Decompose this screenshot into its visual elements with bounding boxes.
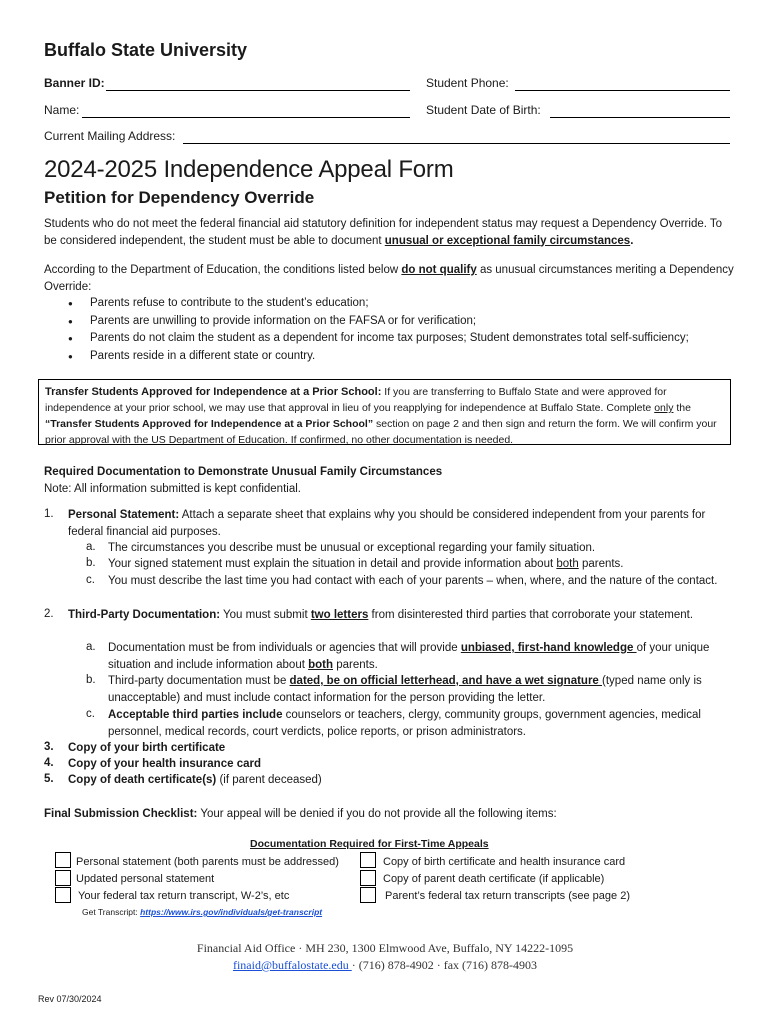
item-number: 5.: [44, 773, 54, 785]
form-subtitle: Petition for Dependency Override: [44, 188, 315, 207]
mailing-address-label: Current Mailing Address:: [44, 129, 176, 143]
student-phone-label: Student Phone:: [426, 76, 509, 90]
name-label: Name:: [44, 103, 80, 117]
doe-paragraph: According to the Department of Education, the conditions listed below do not qualify as unusual circumstances meriting a Dependency Override:: [44, 264, 734, 293]
dob-label: Student Date of Birth:: [426, 103, 541, 117]
birth-certificate-item: Copy of your birth certificate: [68, 742, 226, 754]
revision-date: Rev 07/30/2024: [38, 994, 102, 1004]
finaid-email-link[interactable]: finaid@buffalostate.edu: [232, 958, 352, 972]
confidential-note: Note: All information submitted is kept confidential.: [44, 483, 301, 495]
list-item: ● Parents do not claim the student as a dependent for income tax purposes; Student demonstrates total self-sufficiency;: [68, 330, 748, 348]
item-letter: a.: [86, 641, 96, 653]
checkbox-updated-statement[interactable]: [55, 870, 71, 886]
final-checklist-heading: Final Submission Checklist: Your appeal will be denied if you do not provide all the following items:: [44, 808, 557, 820]
item-2b: Third-party documentation must be dated, be on official letterhead, and have a wet signature (typed name only is unacceptable) and must include contact information for the person providing the letter.: [108, 675, 702, 704]
intro-paragraph: Students who do not meet the federal financial aid statutory definition for independent status may request a Dependency Override. To be considered independent, the student must be able to document unusual or exceptional family circumstances.: [44, 218, 723, 247]
checklist-label: Your federal tax return transcript, W-2’s, etc: [78, 890, 290, 902]
item-number: 4.: [44, 757, 54, 769]
intro-emphasis: unusual or exceptional family circumstances: [384, 234, 631, 247]
item-number: 1.: [44, 508, 54, 520]
item-2a: Documentation must be from individuals or agencies that will provide unbiased, first-hand knowledge of your unique situation and include information about both parents.: [108, 642, 710, 671]
checklist-label: Copy of birth certificate and health insurance card: [383, 856, 626, 868]
item-1a: The circumstances you describe must be unusual or exceptional regarding your family situation.: [108, 542, 596, 554]
item-2c: Acceptable third parties include counselors or teachers, clergy, community groups, government agencies, medical personnel, medical records, court verdicts, police reports, or prison administrators.: [108, 709, 701, 738]
item-letter: a.: [86, 541, 96, 553]
transfer-students-box: Transfer Students Approved for Independence at a Prior School: If you are transferring to Buffalo State and were approved for independence at your prior school, we may use that approval in lieu of you reapplying for independence at Buffalo State. Complete only the “Transfer Students Approved for Independence at a Prior School” section on page 2 and then sign and return the form. We will confirm your prior approval with the US Department of Education. If confirmed, no other documentation is needed.: [38, 379, 731, 445]
name-field[interactable]: [82, 117, 410, 118]
banner-id-label: Banner ID:: [44, 76, 105, 90]
item-letter: b.: [86, 557, 96, 569]
footer-contact: finaid@buffalostate.edu · (716) 878-4902 · fax (716) 878-4903: [232, 958, 538, 972]
student-phone-field[interactable]: [515, 90, 730, 91]
personal-statement-item: Personal Statement: Attach a separate sheet that explains why you should be considered independent from your parents for federal financial aid purposes.: [68, 509, 706, 538]
irs-transcript-link[interactable]: https://www.irs.gov/individuals/get-transcript: [140, 907, 323, 917]
checkbox-personal-statement[interactable]: [55, 852, 71, 868]
health-insurance-item: Copy of your health insurance card: [68, 758, 261, 770]
transfer-heading: Transfer Students Approved for Independence at a Prior School:: [45, 386, 382, 398]
form-title: 2024-2025 Independence Appeal Form: [44, 156, 454, 183]
list-item: ● Parents reside in a different state or country.: [68, 348, 748, 366]
death-certificate-item: Copy of death certificate(s) (if parent deceased): [68, 774, 322, 786]
university-name: Buffalo State University: [44, 40, 248, 60]
checkbox-parent-transcripts[interactable]: [360, 887, 376, 903]
item-letter: c.: [86, 708, 95, 720]
banner-id-field[interactable]: [106, 90, 410, 91]
footer-address: Financial Aid Office · MH 230, 1300 Elmwood Ave, Buffalo, NY 14222-1095: [196, 941, 574, 955]
checkbox-death-certificate[interactable]: [360, 870, 376, 886]
checklist-label: Personal statement (both parents must be addressed): [76, 856, 339, 868]
required-docs-heading: Required Documentation to Demonstrate Unusual Family Circumstances: [44, 466, 443, 478]
checklist-table-title: Documentation Required for First-Time Appeals: [250, 838, 489, 850]
item-number: 2.: [44, 608, 54, 620]
item-letter: c.: [86, 574, 95, 586]
dob-field[interactable]: [550, 117, 730, 118]
non-qualifying-list: [68, 295, 748, 365]
third-party-item: Third-Party Documentation: You must submit two letters from disinterested third parties that corroborate your statement.: [68, 609, 694, 621]
checklist-label: Parent’s federal tax return transcripts (see page 2): [385, 890, 630, 902]
item-1b: Your signed statement must explain the situation in detail and provide information about both parents.: [108, 558, 624, 570]
list-item: ● Parents are unwilling to provide information on the FAFSA or for verification;: [68, 313, 748, 331]
mailing-address-field[interactable]: [183, 143, 730, 144]
item-1c: You must describe the last time you had contact with each of your parents – when, where, and the nature of the contact.: [108, 575, 718, 587]
checklist-label: Copy of parent death certificate (if applicable): [383, 873, 605, 885]
get-transcript-line: Get Transcript: https://www.irs.gov/individuals/get-transcript: [82, 907, 323, 917]
checkbox-tax-transcript[interactable]: [55, 887, 71, 903]
item-letter: b.: [86, 674, 96, 686]
list-item: ● Parents refuse to contribute to the student’s education;: [68, 295, 748, 313]
not-qualify-emphasis: do not qualify: [401, 264, 477, 276]
checklist-label: Updated personal statement: [76, 873, 215, 885]
checkbox-birth-health[interactable]: [360, 852, 376, 868]
item-number: 3.: [44, 741, 54, 753]
